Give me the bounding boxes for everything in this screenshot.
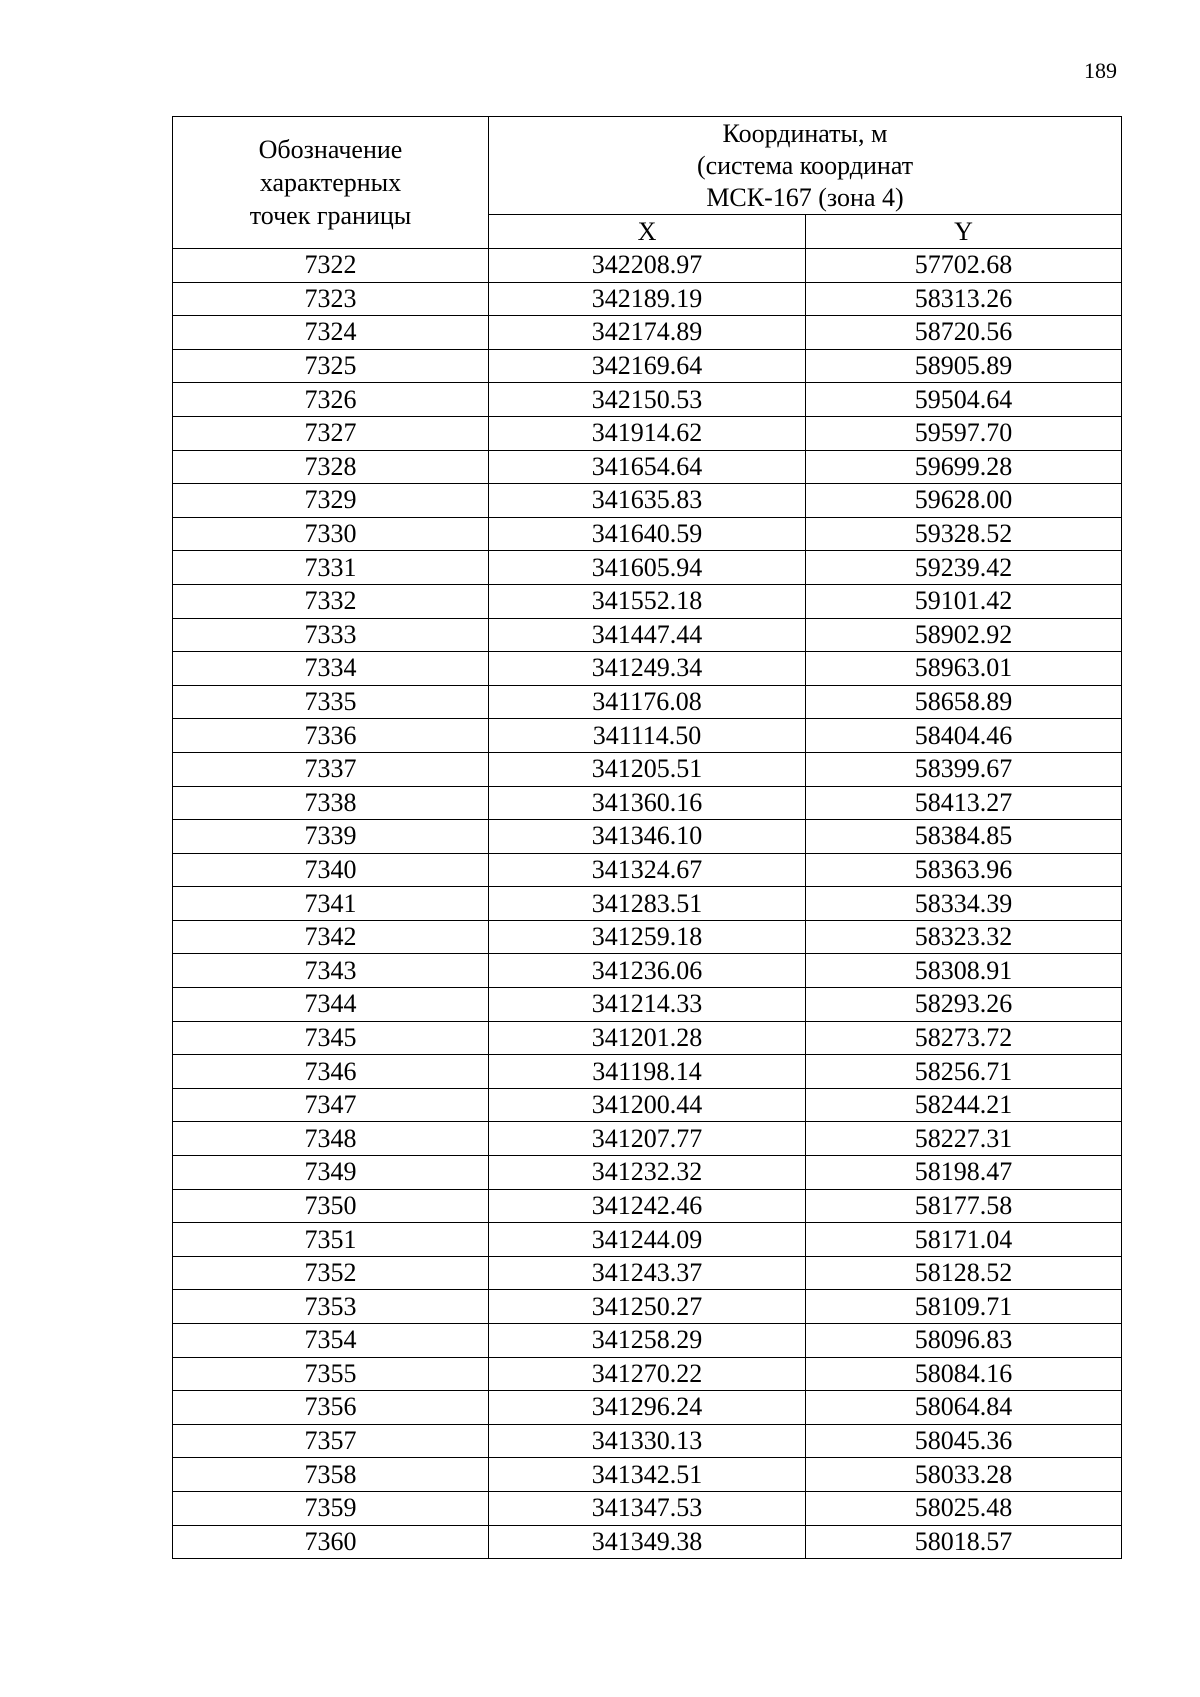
x-cell: 341324.67 [489,853,806,887]
table-body [173,249,1122,1559]
x-cell: 341654.64 [489,450,806,484]
x-cell: 341296.24 [489,1391,806,1425]
y-cell: 58905.89 [806,349,1122,383]
point-cell: 7341 [173,887,489,921]
table-row [173,685,1122,719]
y-cell: 58033.28 [806,1458,1122,1492]
y-cell: 58045.36 [806,1424,1122,1458]
point-cell: 7322 [173,249,489,283]
table-row [173,316,1122,350]
table-row [173,551,1122,585]
x-cell: 341346.10 [489,820,806,854]
table-row [173,416,1122,450]
point-cell: 7350 [173,1189,489,1223]
x-cell: 341640.59 [489,517,806,551]
coords-header-line-2: (система координат [696,150,914,180]
point-cell: 7326 [173,383,489,417]
point-cell: 7339 [173,820,489,854]
table-row [173,249,1122,283]
x-cell: 342150.53 [489,383,806,417]
y-cell: 58413.27 [806,786,1122,820]
table-row [173,349,1122,383]
x-cell: 342174.89 [489,316,806,350]
y-cell: 58720.56 [806,316,1122,350]
x-cell: 341207.77 [489,1122,806,1156]
table-row [173,1189,1122,1223]
y-cell: 59101.42 [806,584,1122,618]
x-cell: 341201.28 [489,1021,806,1055]
point-cell: 7347 [173,1088,489,1122]
point-cell: 7344 [173,988,489,1022]
coords-header-line-3: МСК-167 (зона 4) [706,182,904,212]
point-cell: 7342 [173,920,489,954]
table-row [173,517,1122,551]
point-cell: 7349 [173,1156,489,1190]
point-header-line-1: Обозначение [258,135,403,164]
table-row [173,1290,1122,1324]
x-cell: 341200.44 [489,1088,806,1122]
point-cell: 7325 [173,349,489,383]
point-cell: 7323 [173,282,489,316]
table-row [173,1424,1122,1458]
point-cell: 7336 [173,719,489,753]
point-cell: 7338 [173,786,489,820]
y-cell: 58096.83 [806,1324,1122,1358]
coordinates-table [172,116,1122,1559]
point-cell: 7353 [173,1290,489,1324]
x-cell: 341214.33 [489,988,806,1022]
y-cell: 58963.01 [806,652,1122,686]
point-cell: 7359 [173,1491,489,1525]
y-cell: 58171.04 [806,1223,1122,1257]
table-row [173,282,1122,316]
table-row [173,853,1122,887]
table-row [173,1391,1122,1425]
y-cell: 58064.84 [806,1391,1122,1425]
y-cell: 57702.68 [806,249,1122,283]
y-cell: 58308.91 [806,954,1122,988]
y-cell: 58363.96 [806,853,1122,887]
x-cell: 341330.13 [489,1424,806,1458]
table-row [173,1256,1122,1290]
y-cell: 58399.67 [806,752,1122,786]
coords-header-line-1: Координаты, м [722,118,888,148]
point-header-line-2: характерных [259,168,402,197]
y-cell: 58084.16 [806,1357,1122,1391]
table-row [173,383,1122,417]
x-cell: 341232.32 [489,1156,806,1190]
y-cell: 58658.89 [806,685,1122,719]
y-cell: 58018.57 [806,1525,1122,1559]
y-cell: 58244.21 [806,1088,1122,1122]
point-cell: 7335 [173,685,489,719]
x-cell: 341114.50 [489,719,806,753]
y-cell: 59628.00 [806,484,1122,518]
x-cell: 341342.51 [489,1458,806,1492]
point-cell: 7328 [173,450,489,484]
x-cell: 342208.97 [489,249,806,283]
x-cell: 341635.83 [489,484,806,518]
table-row [173,1088,1122,1122]
y-cell: 59239.42 [806,551,1122,585]
y-cell: 58293.26 [806,988,1122,1022]
point-cell: 7337 [173,752,489,786]
x-cell: 342189.19 [489,282,806,316]
x-cell: 341605.94 [489,551,806,585]
x-cell: 341244.09 [489,1223,806,1257]
point-cell: 7340 [173,853,489,887]
coordinates-column-header [489,117,1122,215]
table-row [173,484,1122,518]
y-cell: 58256.71 [806,1055,1122,1089]
point-cell: 7357 [173,1424,489,1458]
point-cell: 7329 [173,484,489,518]
y-cell: 58323.32 [806,920,1122,954]
y-cell: 58025.48 [806,1491,1122,1525]
point-cell: 7346 [173,1055,489,1089]
table-row [173,988,1122,1022]
x-cell: 341447.44 [489,618,806,652]
table-row [173,618,1122,652]
table-row [173,1156,1122,1190]
point-cell: 7331 [173,551,489,585]
table-row [173,887,1122,921]
point-cell: 7354 [173,1324,489,1358]
table-row [173,1357,1122,1391]
x-cell: 341250.27 [489,1290,806,1324]
table-row [173,1324,1122,1358]
x-cell: 341236.06 [489,954,806,988]
y-cell: 58177.58 [806,1189,1122,1223]
x-cell: 341258.29 [489,1324,806,1358]
y-cell: 59597.70 [806,416,1122,450]
point-cell: 7333 [173,618,489,652]
y-column-header: Y [806,215,1122,249]
table-row [173,1021,1122,1055]
table-row [173,786,1122,820]
x-cell: 341198.14 [489,1055,806,1089]
x-cell: 341349.38 [489,1525,806,1559]
y-cell: 58334.39 [806,887,1122,921]
x-cell: 341270.22 [489,1357,806,1391]
y-cell: 59504.64 [806,383,1122,417]
table-row [173,652,1122,686]
table-row [173,820,1122,854]
table-row [173,752,1122,786]
y-cell: 58227.31 [806,1122,1122,1156]
y-cell: 59328.52 [806,517,1122,551]
point-cell: 7351 [173,1223,489,1257]
table-row [173,719,1122,753]
x-cell: 341347.53 [489,1491,806,1525]
y-cell: 58128.52 [806,1256,1122,1290]
point-cell: 7343 [173,954,489,988]
point-cell: 7330 [173,517,489,551]
point-cell: 7356 [173,1391,489,1425]
x-cell: 341914.62 [489,416,806,450]
point-cell: 7355 [173,1357,489,1391]
point-cell: 7324 [173,316,489,350]
table-row [173,1122,1122,1156]
y-cell: 58902.92 [806,618,1122,652]
point-cell: 7327 [173,416,489,450]
x-cell: 341360.16 [489,786,806,820]
table-row [173,1458,1122,1492]
table-row [173,584,1122,618]
x-cell: 341552.18 [489,584,806,618]
x-cell: 341259.18 [489,920,806,954]
point-header-line-3: точек границы [249,201,412,230]
y-cell: 59699.28 [806,450,1122,484]
point-cell: 7352 [173,1256,489,1290]
y-cell: 58313.26 [806,282,1122,316]
x-cell: 341176.08 [489,685,806,719]
table-row [173,954,1122,988]
x-cell: 341242.46 [489,1189,806,1223]
y-cell: 58198.47 [806,1156,1122,1190]
x-column-header: X [489,215,806,249]
point-cell: 7334 [173,652,489,686]
table-row [173,1055,1122,1089]
y-cell: 58273.72 [806,1021,1122,1055]
y-cell: 58384.85 [806,820,1122,854]
table-header [173,117,1122,249]
table-row [173,1223,1122,1257]
point-cell: 7348 [173,1122,489,1156]
point-cell: 7360 [173,1525,489,1559]
x-cell: 342169.64 [489,349,806,383]
table-row [173,1491,1122,1525]
point-column-header [173,117,489,249]
x-cell: 341205.51 [489,752,806,786]
table-row [173,920,1122,954]
y-cell: 58404.46 [806,719,1122,753]
table-row [173,450,1122,484]
x-cell: 341283.51 [489,887,806,921]
point-cell: 7358 [173,1458,489,1492]
point-cell: 7332 [173,584,489,618]
table-row [173,1525,1122,1559]
point-cell: 7345 [173,1021,489,1055]
page-number: 189 [1084,58,1117,83]
y-cell: 58109.71 [806,1290,1122,1324]
x-cell: 341243.37 [489,1256,806,1290]
x-cell: 341249.34 [489,652,806,686]
